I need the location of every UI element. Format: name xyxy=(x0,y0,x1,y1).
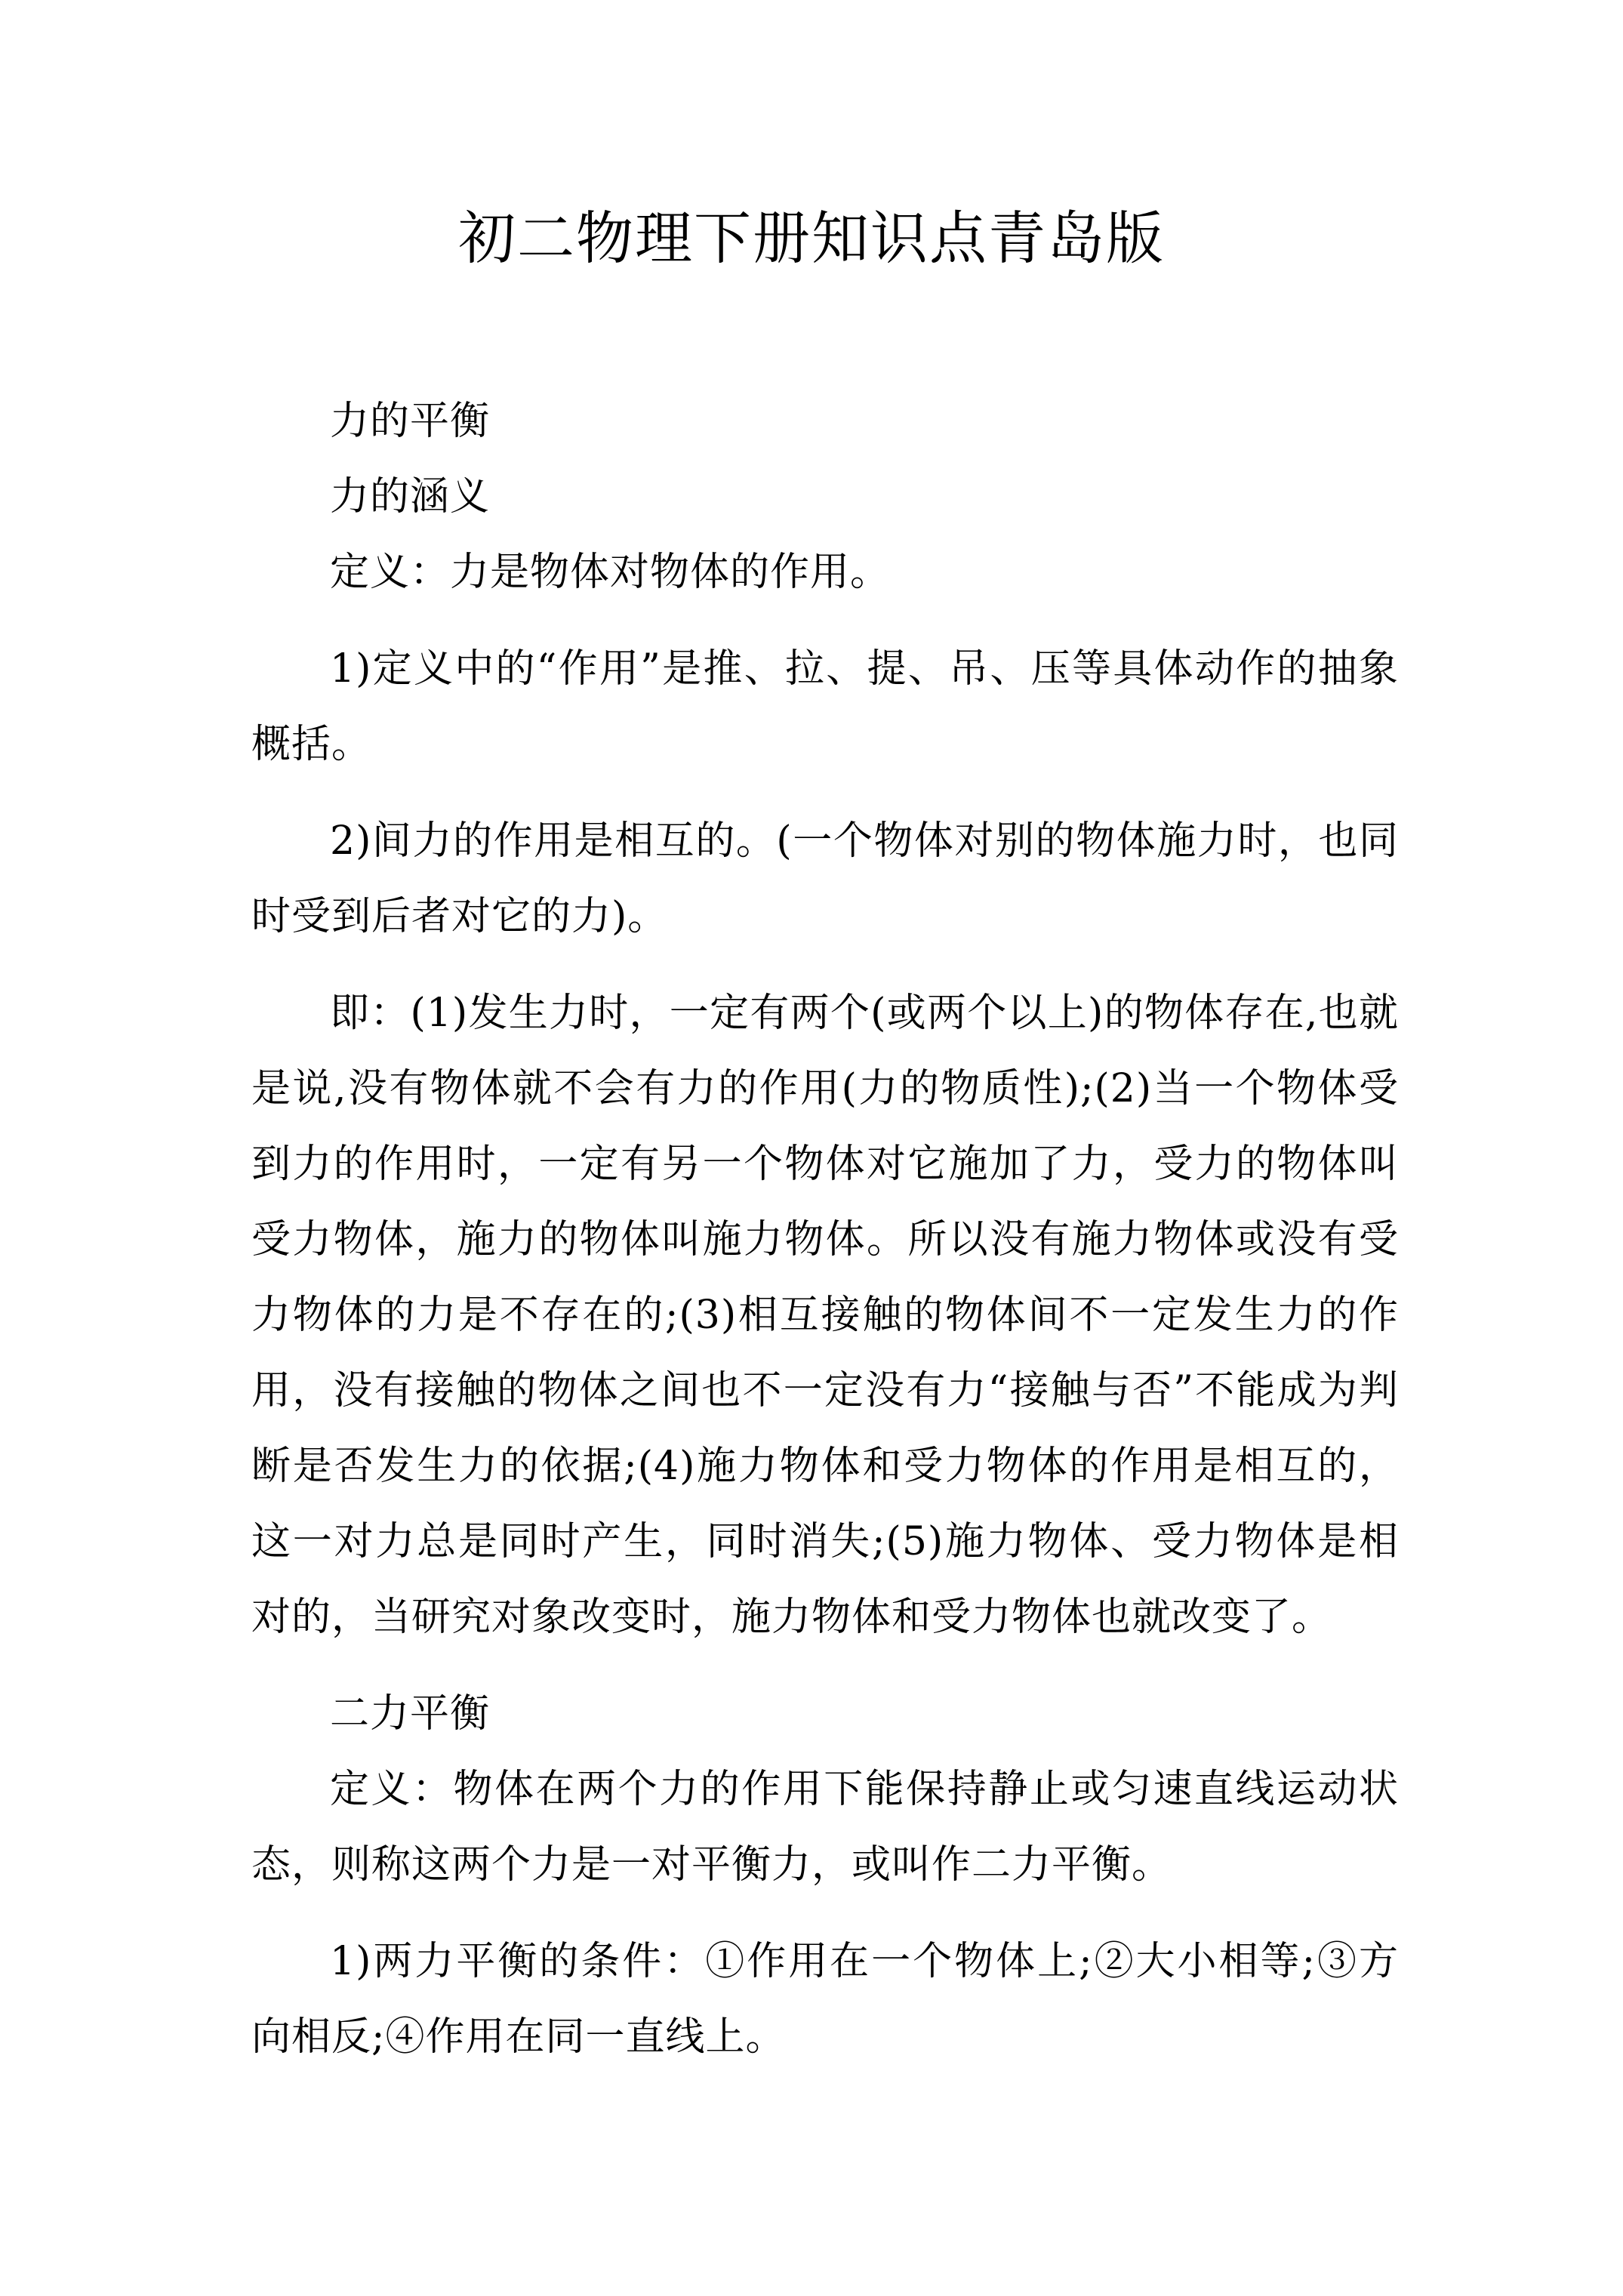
document-body xyxy=(251,384,1399,2096)
document-title: 初二物理下册知识点青岛版 xyxy=(458,205,1165,272)
paragraph-point-2: 2)间力的作用是相互的。(一个物体对别的物体施力时，也同时受到后者对它的力)。 xyxy=(251,818,1399,939)
paragraph-balance-definition: 定义：物体在两个力的作用下能保持静止或匀速直线运动状态，则称这两个力是一对平衡力，或叫作二力平衡。 xyxy=(251,1767,1399,1888)
paragraph-point-1: 1)定义中的“作用”是推、拉、提、吊、压等具体动作的抽象概括。 xyxy=(251,646,1399,767)
paragraph-explanation: 即：(1)发生力时，一定有两个(或两个以上)的物体存在,也就是说,没有物体就不会有力的作用(力的物质性);(2)当一个物体受到力的作用时，一定有另一个物体对它施加了力，受力的物体叫受力物体，施力的物体叫施力物体。所以没有施力物体或没有受力物体的力是不存在的;(3)相互接触的物体间不一定发生力的作用，没有接触的物体之间也不一定没有力“接触与否”不能成为判断是否发生力的依据;(4)施力物体和受力物体的作用是相互的，这一对力总是同时产生，同时消失;(5)施力物体、受力物体是相对的，当研究对象改变时，施力物体和受力物体也就改变了。 xyxy=(251,991,1399,1640)
section-heading-force-balance: 力的平衡 xyxy=(330,399,491,444)
section-heading-two-force-balance: 二力平衡 xyxy=(330,1691,491,1737)
section-heading-force-meaning: 力的涵义 xyxy=(330,474,491,519)
paragraph-force-definition: 定义：力是物体对物体的作用。 xyxy=(330,550,891,595)
paragraph-balance-conditions: 1)两力平衡的条件：①作用在一个物体上;②大小相等;③方向相反;④作用在同一直线上。 xyxy=(251,1939,1399,2060)
